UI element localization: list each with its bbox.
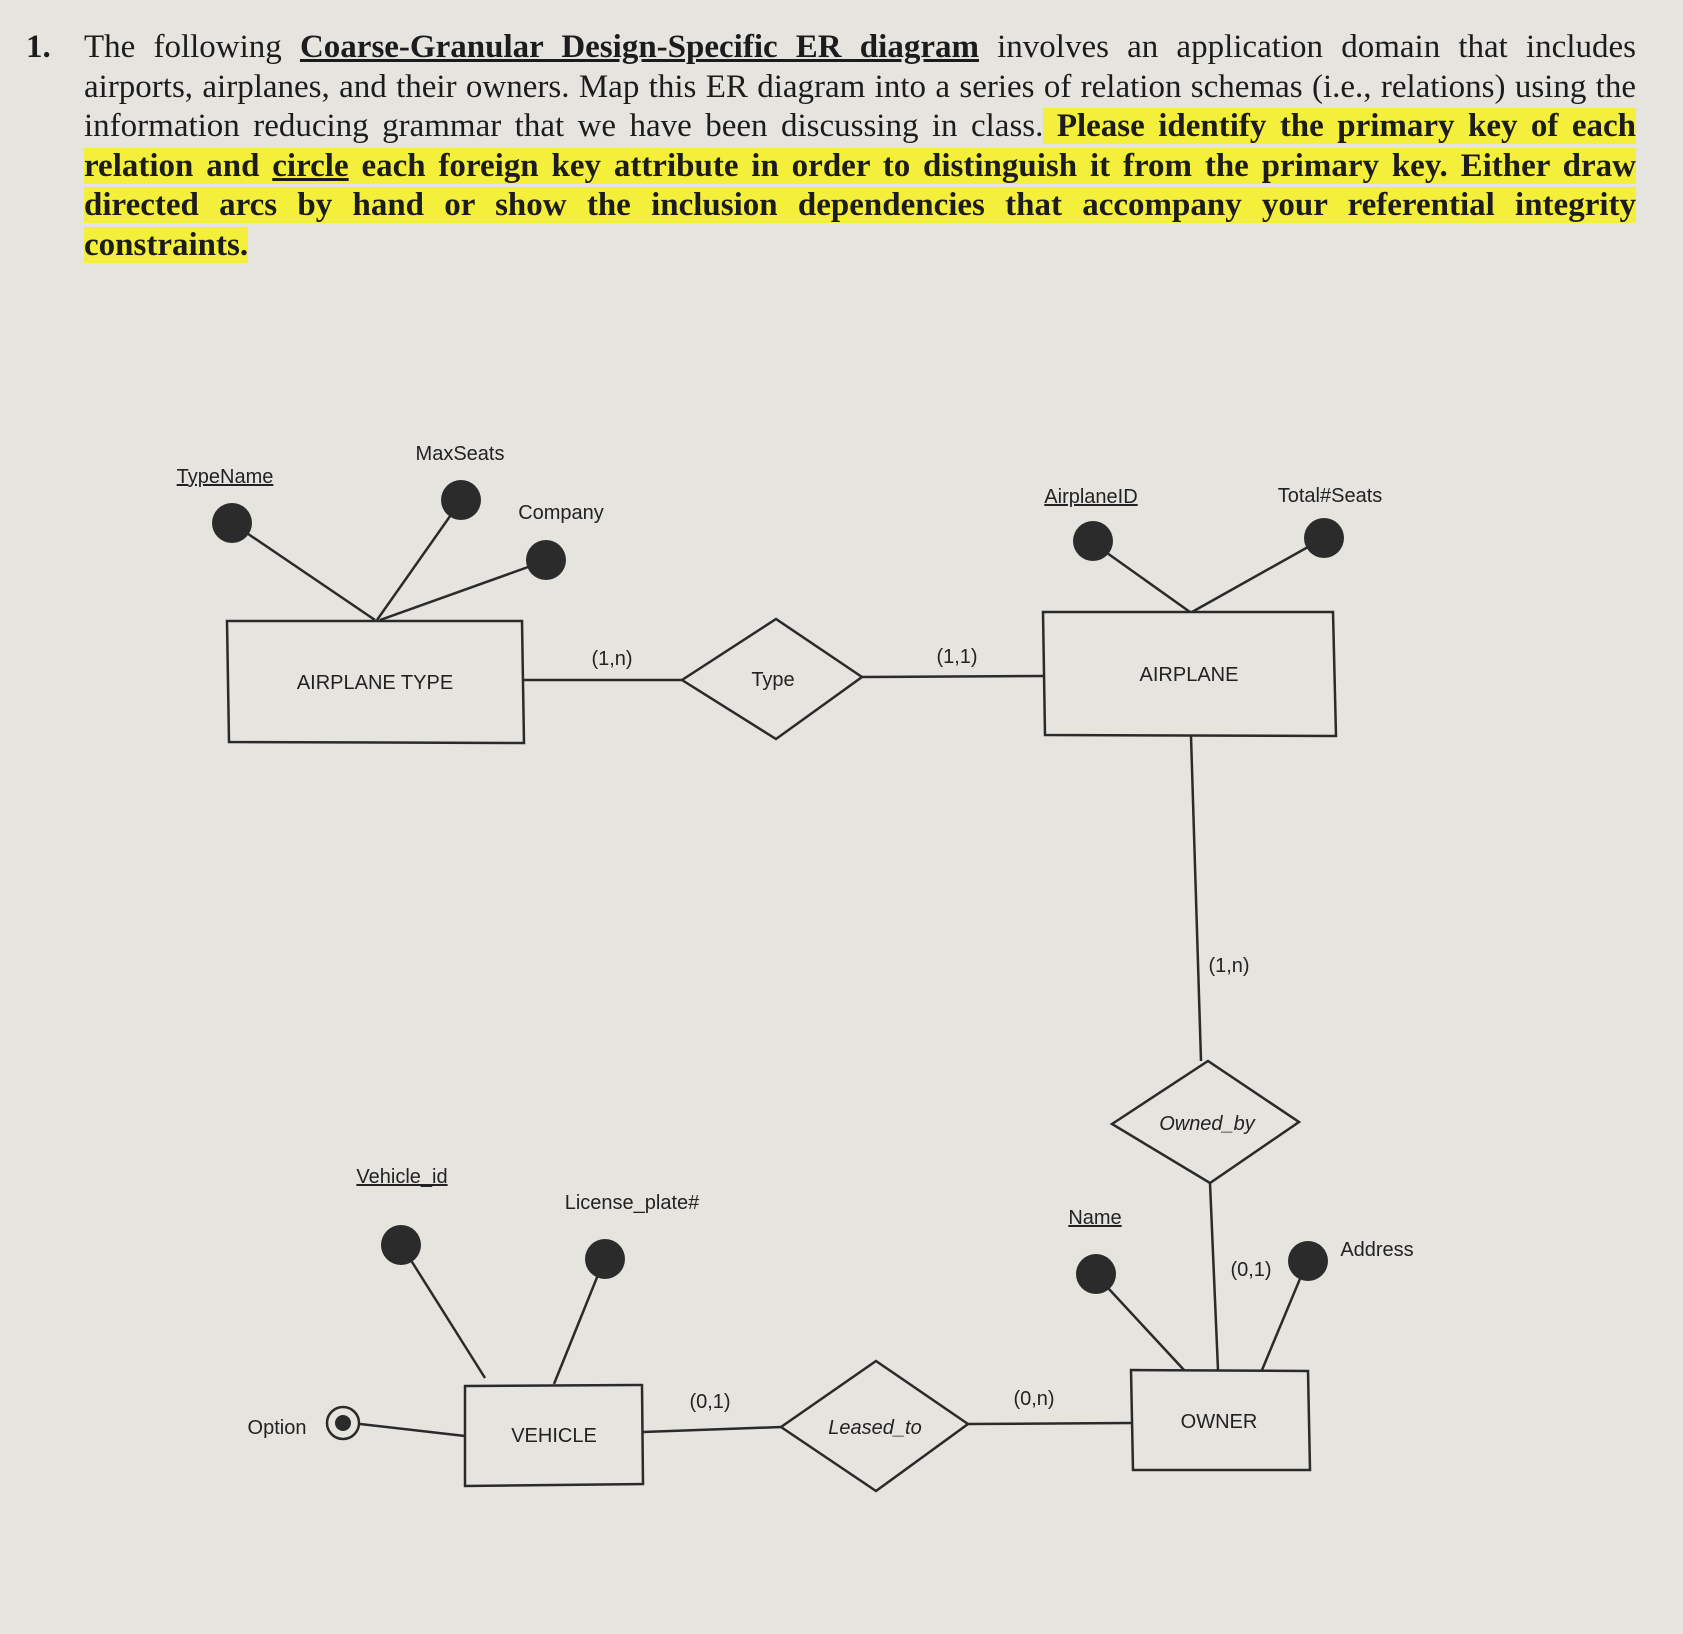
question-text-start: The following bbox=[84, 29, 300, 65]
line-airplane-ownedby bbox=[1191, 736, 1201, 1061]
attr-vehicleid-label: Vehicle_id bbox=[356, 1166, 448, 1188]
question-title: Coarse-Granular Design-Specific ER diagram bbox=[299, 29, 979, 65]
highlight-part-1: Please identify the primary key of each relation and bbox=[84, 108, 1636, 184]
connector-typename bbox=[232, 523, 375, 620]
card-vehicle-leasedto: (0,1) bbox=[689, 1391, 731, 1413]
attr-dot-maxseats bbox=[441, 480, 481, 520]
card-airplanetype-type: (1,n) bbox=[591, 648, 633, 670]
entity-vehicle-label: VEHICLE bbox=[511, 1425, 597, 1447]
relationship-type-label: Type bbox=[751, 669, 795, 691]
card-owner-ownedby: (0,1) bbox=[1230, 1259, 1272, 1281]
connector-option bbox=[360, 1424, 465, 1436]
card-airplane-ownedby: (1,n) bbox=[1208, 955, 1250, 977]
attr-dot-totalseats bbox=[1304, 518, 1344, 558]
attr-dot-typename bbox=[212, 503, 252, 543]
attr-dot-airplaneid bbox=[1073, 521, 1113, 561]
line-type-airplane bbox=[862, 676, 1043, 677]
attr-airplaneid-label: AirplaneID bbox=[1044, 486, 1138, 508]
attr-maxseats-label: MaxSeats bbox=[415, 443, 505, 465]
connector-company bbox=[380, 561, 545, 620]
relationship-ownedby-label: Owned_by bbox=[1159, 1113, 1255, 1135]
attr-dot-vehicleid bbox=[381, 1225, 421, 1265]
relationship-leasedto-label: Leased_to bbox=[828, 1417, 922, 1439]
attr-license-label: License_plate# bbox=[564, 1192, 700, 1214]
attr-address-label: Address bbox=[1340, 1239, 1414, 1261]
attr-company-label: Company bbox=[518, 502, 604, 524]
attr-option-label: Option bbox=[247, 1417, 307, 1439]
entity-owner-label: OWNER bbox=[1180, 1411, 1258, 1433]
attr-dot-name bbox=[1076, 1254, 1116, 1294]
entity-airplane-label: AIRPLANE bbox=[1139, 664, 1239, 686]
attr-dot-address bbox=[1288, 1241, 1328, 1281]
line-vehicle-leasedto bbox=[643, 1427, 781, 1432]
question-number: 1. bbox=[26, 29, 51, 65]
card-airplane-type: (1,1) bbox=[936, 646, 978, 668]
card-owner-leasedto: (0,n) bbox=[1013, 1388, 1055, 1410]
attr-dot-company bbox=[526, 540, 566, 580]
entity-airplane-type-label: AIRPLANE TYPE bbox=[296, 672, 454, 694]
line-ownedby-owner bbox=[1210, 1183, 1218, 1370]
connector-totalseats bbox=[1192, 538, 1324, 612]
attr-dot-license bbox=[585, 1239, 625, 1279]
attr-totalseats-label: Total#Seats bbox=[1277, 485, 1383, 507]
attr-typename-label: TypeName bbox=[176, 466, 274, 488]
attr-dot-option bbox=[327, 1407, 359, 1439]
attr-name-label: Name bbox=[1068, 1207, 1122, 1229]
question-text-mid: involves an application domain that includes airports, airplanes, and their owners. Map this ER diagram into a series of relation schemas (i.e., relations) using the information reducing grammar that we have been discussing in class. bbox=[84, 29, 1636, 144]
connector-name bbox=[1096, 1275, 1184, 1370]
connector-maxseats bbox=[377, 502, 460, 620]
connector-license bbox=[554, 1260, 604, 1384]
highlight-part-2: each foreign key attribute in order to distinguish it from the primary key. Either draw directed arcs by hand or show the inclusion dependencies that accompany your referential integrity constraints. bbox=[84, 147, 1636, 263]
highlight-circle-word: circle bbox=[272, 147, 349, 184]
connector-vehicleid bbox=[402, 1246, 485, 1378]
line-leasedto-owner bbox=[968, 1423, 1131, 1424]
